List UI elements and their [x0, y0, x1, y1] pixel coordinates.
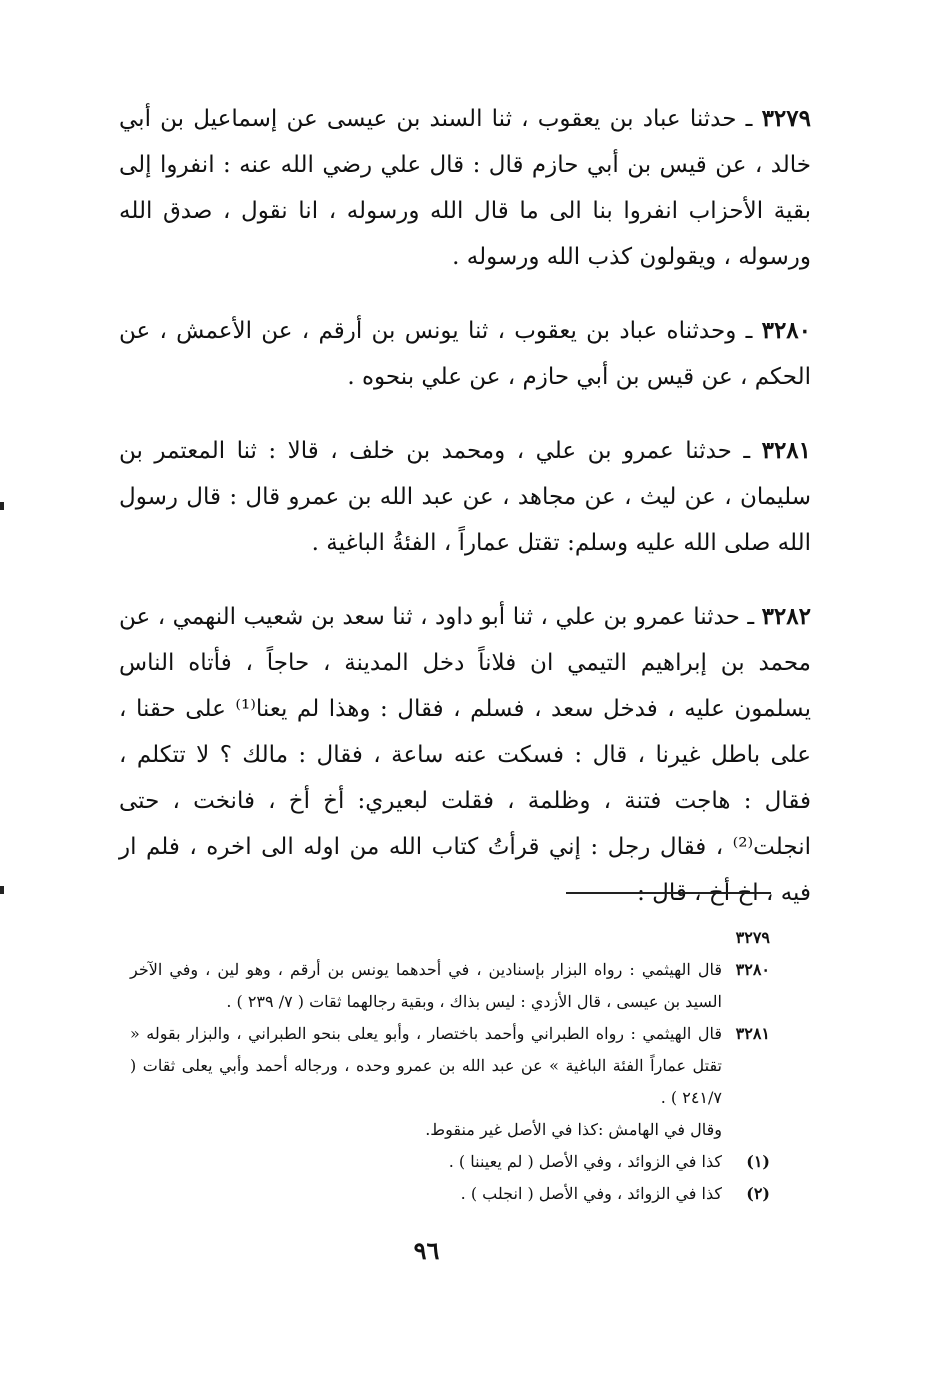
footnote-number: ٣٢٧٩ — [735, 928, 770, 947]
footnote-number: ٣٢٨١ — [735, 1024, 770, 1043]
scan-edge-mark — [0, 502, 4, 510]
footnote-text: قال الهيثمي : رواه الطبراني وأحمد باختصار ، وأبو يعلى بنحو الطبراني ، والبزار بقوله « تقتل عماراً الفئة الباغية » عن عبد الله بن عمرو وحده ، ورجاله أحمد وأبي يعلى ثقات ( ٢٤١/٧ ) . — [130, 1024, 723, 1107]
hadith-number: ٣٢٨٢ — [761, 603, 811, 630]
main-text — [119, 96, 811, 944]
hadith-paragraph — [119, 96, 811, 280]
hadith-text: ـ وحدثناه عباد بن يعقوب ، ثنا يونس بن أرقم ، عن الأعمش ، عن الحكم ، عن قيس بن أبي حازم ، عن علي بنحوه . — [119, 318, 811, 390]
footnote — [130, 922, 770, 954]
footnote-text: وقال في الهامش :كذا في الأصل غير منقوط. — [425, 1120, 722, 1139]
footnote-separator — [566, 892, 771, 894]
footnote-text: قال الهيثمي : رواه البزار بإسنادين ، في أحدهما يونس بن أرقم ، وهو لين ، وفي الآخر السيد بن عيسى ، قال الأزدي : ليس بذاك ، وبقية رجالهما ثقات ( ٧/ ٢٣٩ ) . — [130, 960, 722, 1011]
footnote-text: كذا في الزوائد ، وفي الأصل ( لم يعيننا ) . — [448, 1152, 722, 1171]
footnote — [130, 1018, 770, 1114]
hadith-text: ـ حدثنا عباد بن يعقوب ، ثنا السند بن عيسى عن إسماعيل بن أبي خالد ، عن قيس بن أبي حازم قال : قال علي رضي الله عنه : انفروا إلى بقية الأحزاب انفروا بنا الى ما قال الله ورسوله ، انا نقول ، صدق الله ورسوله ، ويقولون كذب الله ورسوله . — [119, 106, 811, 270]
scan-edge-mark — [0, 886, 4, 894]
hadith-paragraph — [119, 308, 811, 400]
footnote — [130, 1178, 770, 1210]
footnote-number: ٣٢٨٠ — [735, 960, 770, 979]
footnotes — [130, 922, 770, 1210]
footnote-number: (٢) — [746, 1184, 770, 1203]
hadith-paragraph — [119, 594, 811, 916]
hadith-paragraph — [119, 428, 811, 566]
footnote — [130, 1146, 770, 1178]
hadith-number: ٣٢٧٩ — [761, 105, 811, 132]
hadith-text: ـ حدثنا عمرو بن علي ، ومحمد بن خلف ، قالا : ثنا المعتمر بن سليمان ، عن ليث ، عن مجاهد ، عن عبد الله بن عمرو قال : قال رسول الله صلى الله عليه وسلم: تقتل عماراً ، الفئةُ الباغية . — [119, 438, 811, 556]
hadith-number: ٣٢٨١ — [761, 437, 812, 464]
footnote-text — [130, 922, 722, 954]
hadith-text: ـ حدثنا عمرو بن علي ، ثنا أبو داود ، ثنا سعد بن شعيب النهمي ، عن محمد بن إبراهيم التيمي ان فلاناً دخل المدينة ، حاجاً ، فأتاه الناس يسلمون عليه ، فدخل سعد ، فسلم ، فقال : وهذا لم يعنا⁽¹⁾ على حقنا ، على باطل غيرنا ، قال : فسكت عنه ساعة ، فقال : مالك ؟ لا تتكلم ، فقال : هاجت فتنة ، وظلمة ، فقلت لبعيري: أخ أخ ، فانخت ، حتى انجلت⁽²⁾ ، فقال رجل : إني قرأتُ كتاب الله من اوله الى اخره ، فلم ار فيه ، اخ أخ ، قال : — [119, 604, 811, 906]
footnote — [130, 1114, 770, 1146]
hadith-number: ٣٢٨٠ — [761, 317, 812, 344]
footnote-number: (١) — [746, 1152, 770, 1171]
page-number: ٩٦ — [413, 1236, 440, 1265]
footnote-text: كذا في الزوائد ، وفي الأصل ( انجلب ) . — [460, 1184, 722, 1203]
footnote — [130, 954, 770, 1018]
